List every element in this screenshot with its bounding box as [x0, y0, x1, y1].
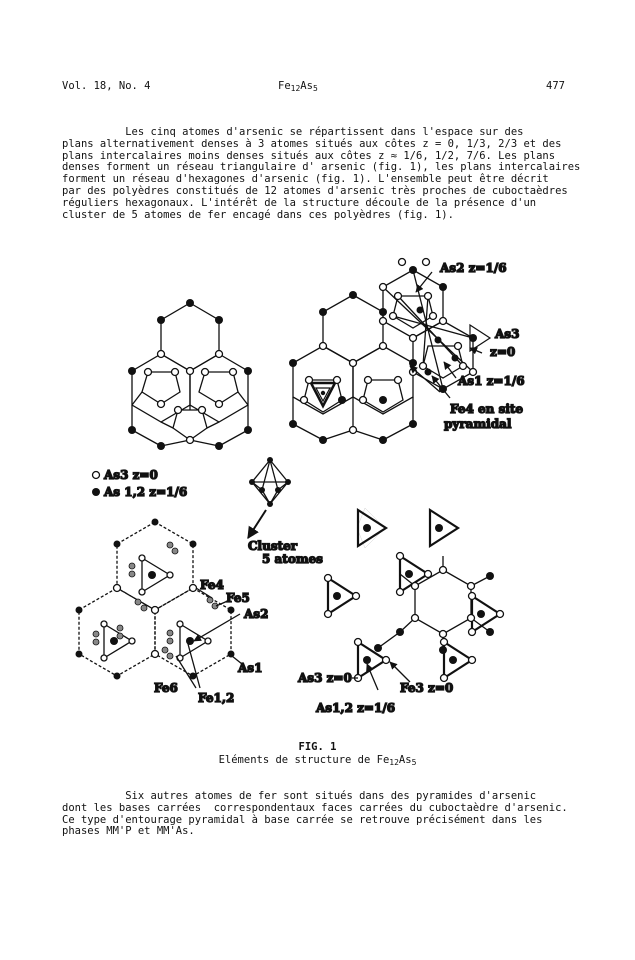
label-cluster: Cluster — [248, 539, 298, 553]
text-line: phases MM'P et MM'As. — [62, 825, 195, 838]
text-line: denses forment un réseau triangulaire d' arsenic (fig. 1), les plans intercalaires — [62, 161, 581, 174]
label-as2-cluster: As2 — [244, 607, 269, 621]
cluster-network-diagram — [76, 519, 243, 689]
legend-as12: As 1,2 z=1/6 — [104, 485, 188, 499]
text-line: Les cinq atomes d'arsenic se répartissent dans l'espace sur des — [62, 126, 524, 138]
label-fe4-site: Fe4 en site — [450, 402, 524, 416]
text-line: Six autres atomes de fer sont situés dans des pyramides d'arsenic — [62, 790, 537, 802]
legend-as3: As3 z=0 — [104, 468, 158, 482]
label-as2: As2 z=1/6 — [440, 261, 507, 275]
text-line: plans alternativement denses à 3 atomes situés aux côtes z = 0, 1/3, 2/3 et des — [62, 137, 562, 150]
label-as3: As3 — [495, 327, 520, 341]
label-fe6: Fe6 — [154, 681, 178, 695]
figure-caption-title: FIG. 1 — [298, 741, 337, 753]
label-fe3: Fe3 z=0 — [400, 681, 454, 695]
text-line: forment un réseau d'hexagones d'arsenic (fig. 1). L'ensemble peut être décrit — [62, 173, 549, 186]
legend-filled-circle-icon — [92, 488, 100, 496]
text-line: dont les bases carrées correspondentaux faces carrées du cuboctaèdre d'arsenic. — [62, 801, 568, 814]
hexagon-network-diagram — [128, 299, 252, 450]
text-line: cluster de 5 atomes de fer encagé dans ces polyèdres (fig. 1). — [62, 208, 454, 221]
page-number: 477 — [546, 80, 565, 92]
text-line: Ce type d'entourage pyramidal à base carrée se retrouve précisément dans les — [62, 813, 543, 826]
label-as1: As1 z=1/6 — [458, 374, 525, 388]
triangle-network-diagram — [325, 508, 504, 690]
running-header-title: $Fe_{12}As_5$ — [278, 80, 318, 93]
label-as3-z: z=0 — [490, 345, 516, 359]
paragraph-iron-pyramids — [62, 791, 582, 838]
label-fe4-pyramidal: pyramidal — [444, 417, 512, 431]
legend — [92, 468, 187, 499]
text-line: par des polyèdres constitués de 12 atomes d'arsenic très proches de cuboctaèdres — [62, 184, 568, 197]
label-fe12: Fe1,2 — [198, 691, 235, 705]
text-line: réguliers hexagonaux. L'intérêt de la structure découle de la présence d'un — [62, 196, 537, 209]
label-fe4-cluster: Fe4 — [200, 578, 224, 592]
figure-caption-text: Eléments de structure de $Fe_{12}As_5$ — [218, 754, 417, 767]
label-as1-cluster: As1 — [238, 661, 263, 675]
legend-open-circle-icon — [93, 472, 100, 479]
label-as12-bottom: As1,2 z=1/6 — [316, 701, 396, 715]
label-fe5: Fe5 — [226, 591, 250, 605]
label-cluster-atoms: 5 atomes — [262, 552, 323, 566]
cluster-polyhedron-diagram — [248, 457, 291, 538]
running-header-volume: Vol. 18, No. 4 — [62, 80, 151, 92]
label-as3-bottom: As3 z=0 — [298, 671, 352, 685]
text-line: plans intercalaires moins denses situés aux côtes z ≈ 1/6, 1/2, 7/6. Les plans — [62, 149, 556, 162]
